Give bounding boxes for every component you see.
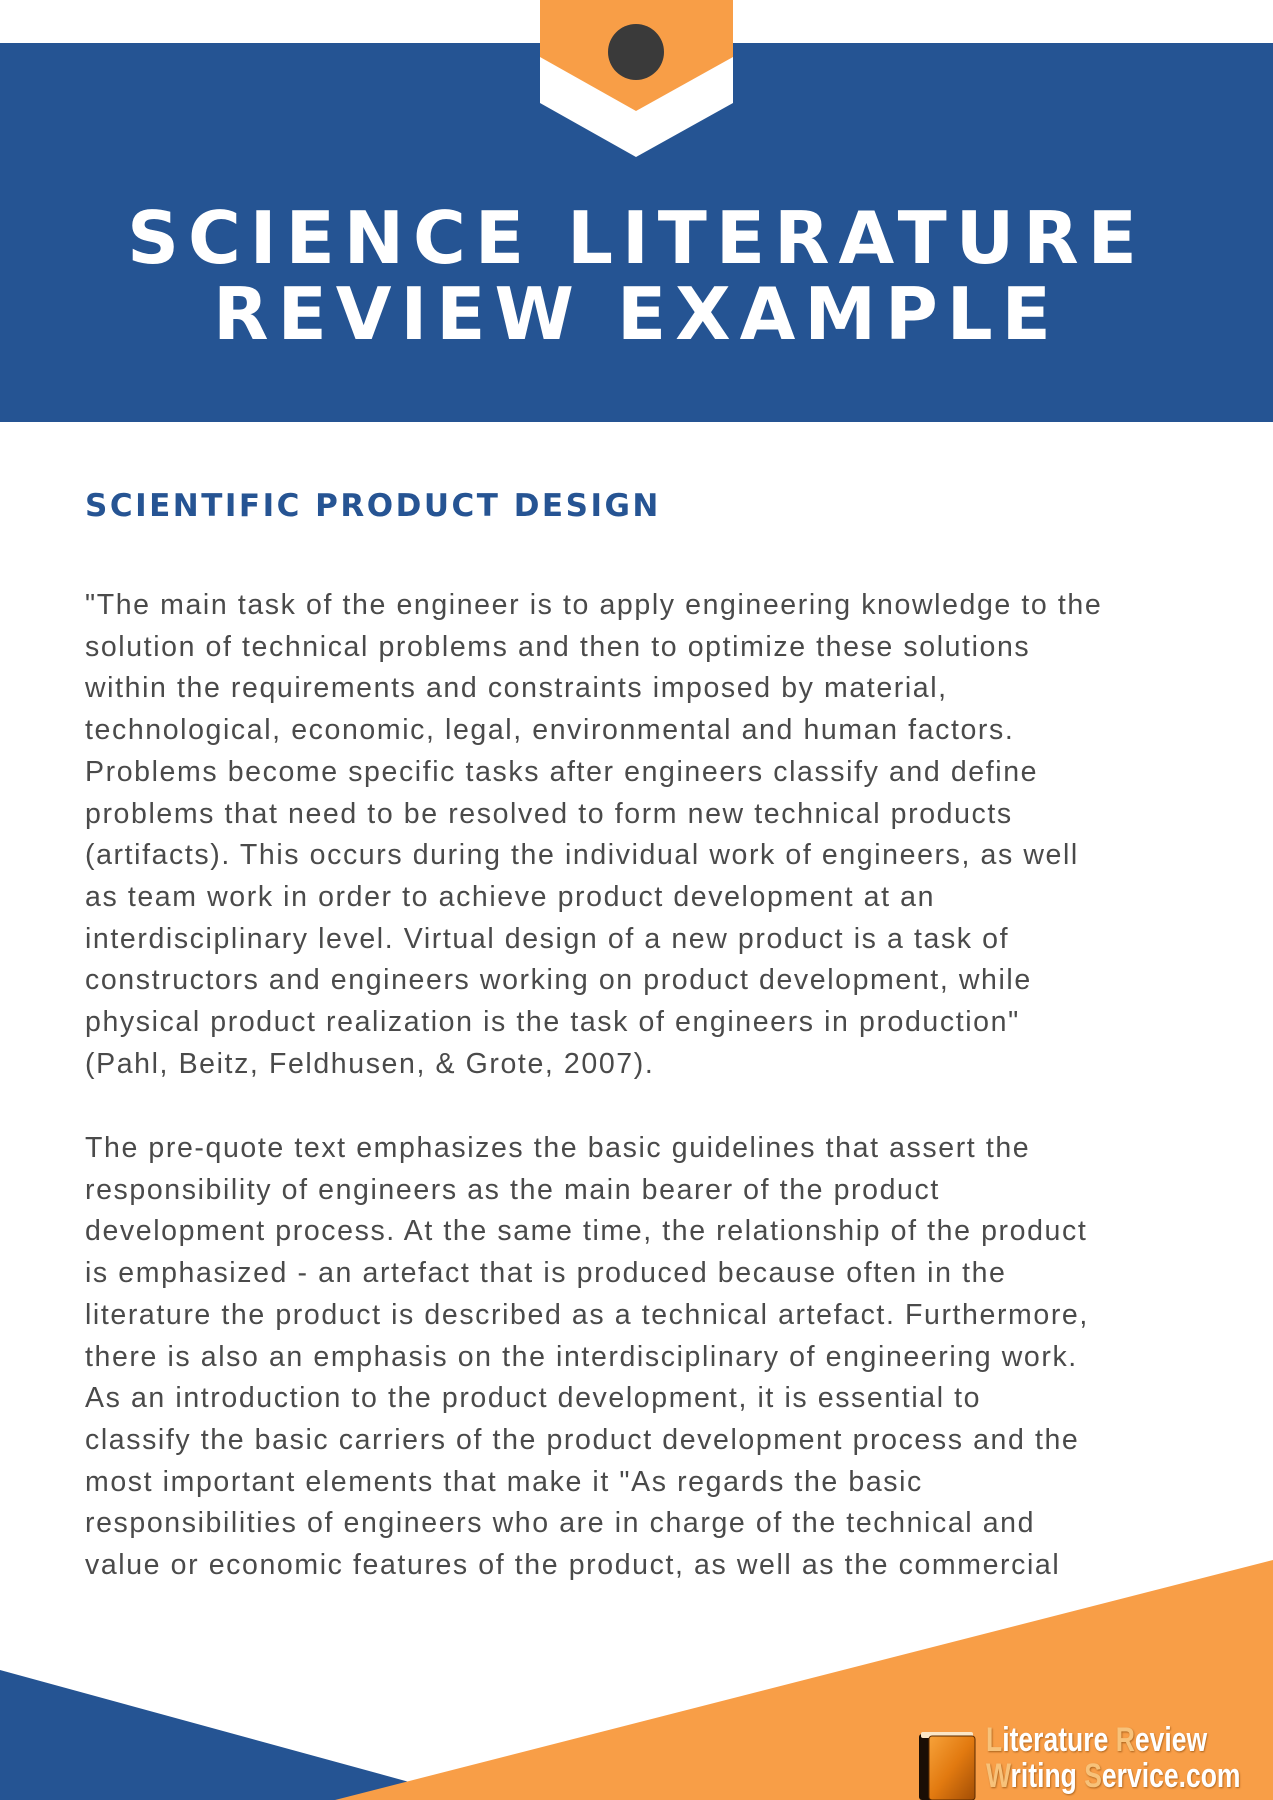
text-line: development process. At the same time, the relationship of the product xyxy=(85,1215,1088,1248)
text-line: classify the basic carriers of the product development process and the xyxy=(85,1423,1080,1456)
text-line: technological, economic, legal, environmental and human factors. xyxy=(85,714,1015,747)
text-line: solution of technical problems and then to optimize these solutions xyxy=(85,630,1031,663)
text-line: value or economic features of the product, as well as the commercial xyxy=(85,1549,1061,1582)
book-icon xyxy=(918,1730,978,1800)
text-line: within the requirements and constraints imposed by material, xyxy=(85,672,948,705)
text-line: constructors and engineers working on product development, while xyxy=(85,964,1032,997)
text-line: literature the product is described as a technical artefact. Furthermore, xyxy=(85,1298,1089,1331)
text-line: As an introduction to the product development, it is essential to xyxy=(85,1382,982,1415)
page-title xyxy=(0,196,1273,356)
text-line: The pre-quote text emphasizes the basic guidelines that assert the xyxy=(85,1132,1031,1164)
chevron-badge-icon xyxy=(0,0,1273,170)
text-line: physical product realization is the task of engineers in production" xyxy=(85,1006,1020,1039)
text-line: is emphasized - an artefact that is produced because often in the xyxy=(85,1257,1007,1290)
dot-icon xyxy=(608,24,664,80)
text-line: (artifacts). This occurs during the individual work of engineers, as well xyxy=(85,839,1079,872)
text-line: responsibilities of engineers who are in charge of the technical and xyxy=(85,1507,1036,1540)
title-line-2: REVIEW EXAMPLE xyxy=(213,272,1060,356)
text-line: Problems become specific tasks after engineers classify and define xyxy=(85,755,1039,788)
text-line: there is also an emphasis on the interdisciplinary of engineering work. xyxy=(85,1340,1078,1373)
paragraph-analysis xyxy=(85,1128,1245,1587)
text-line: interdisciplinary level. Virtual design of a new product is a task of xyxy=(85,922,1010,955)
text-line: problems that need to be resolved to form new technical products xyxy=(85,797,1013,830)
brand-logo[interactable] xyxy=(912,1722,1273,1800)
text-line: as team work in order to achieve product development at an xyxy=(85,880,936,913)
text-line: (Pahl, Beitz, Feldhusen, & Grote, 2007). xyxy=(85,1047,655,1080)
paragraph-quote xyxy=(85,585,1245,1085)
text-line: responsibility of engineers as the main bearer of the product xyxy=(85,1173,940,1206)
logo-text: Literature Review Writing Service.com xyxy=(986,1721,1241,1795)
section-heading: SCIENTIFIC PRODUCT DESIGN xyxy=(85,488,661,524)
blue-triangle xyxy=(0,1670,475,1800)
text-line: "The main task of the engineer is to apply engineering knowledge to the xyxy=(85,589,1103,621)
text-line: most important elements that make it "As regards the basic xyxy=(85,1465,923,1498)
title-line-1: SCIENCE LITERATURE xyxy=(127,196,1146,280)
